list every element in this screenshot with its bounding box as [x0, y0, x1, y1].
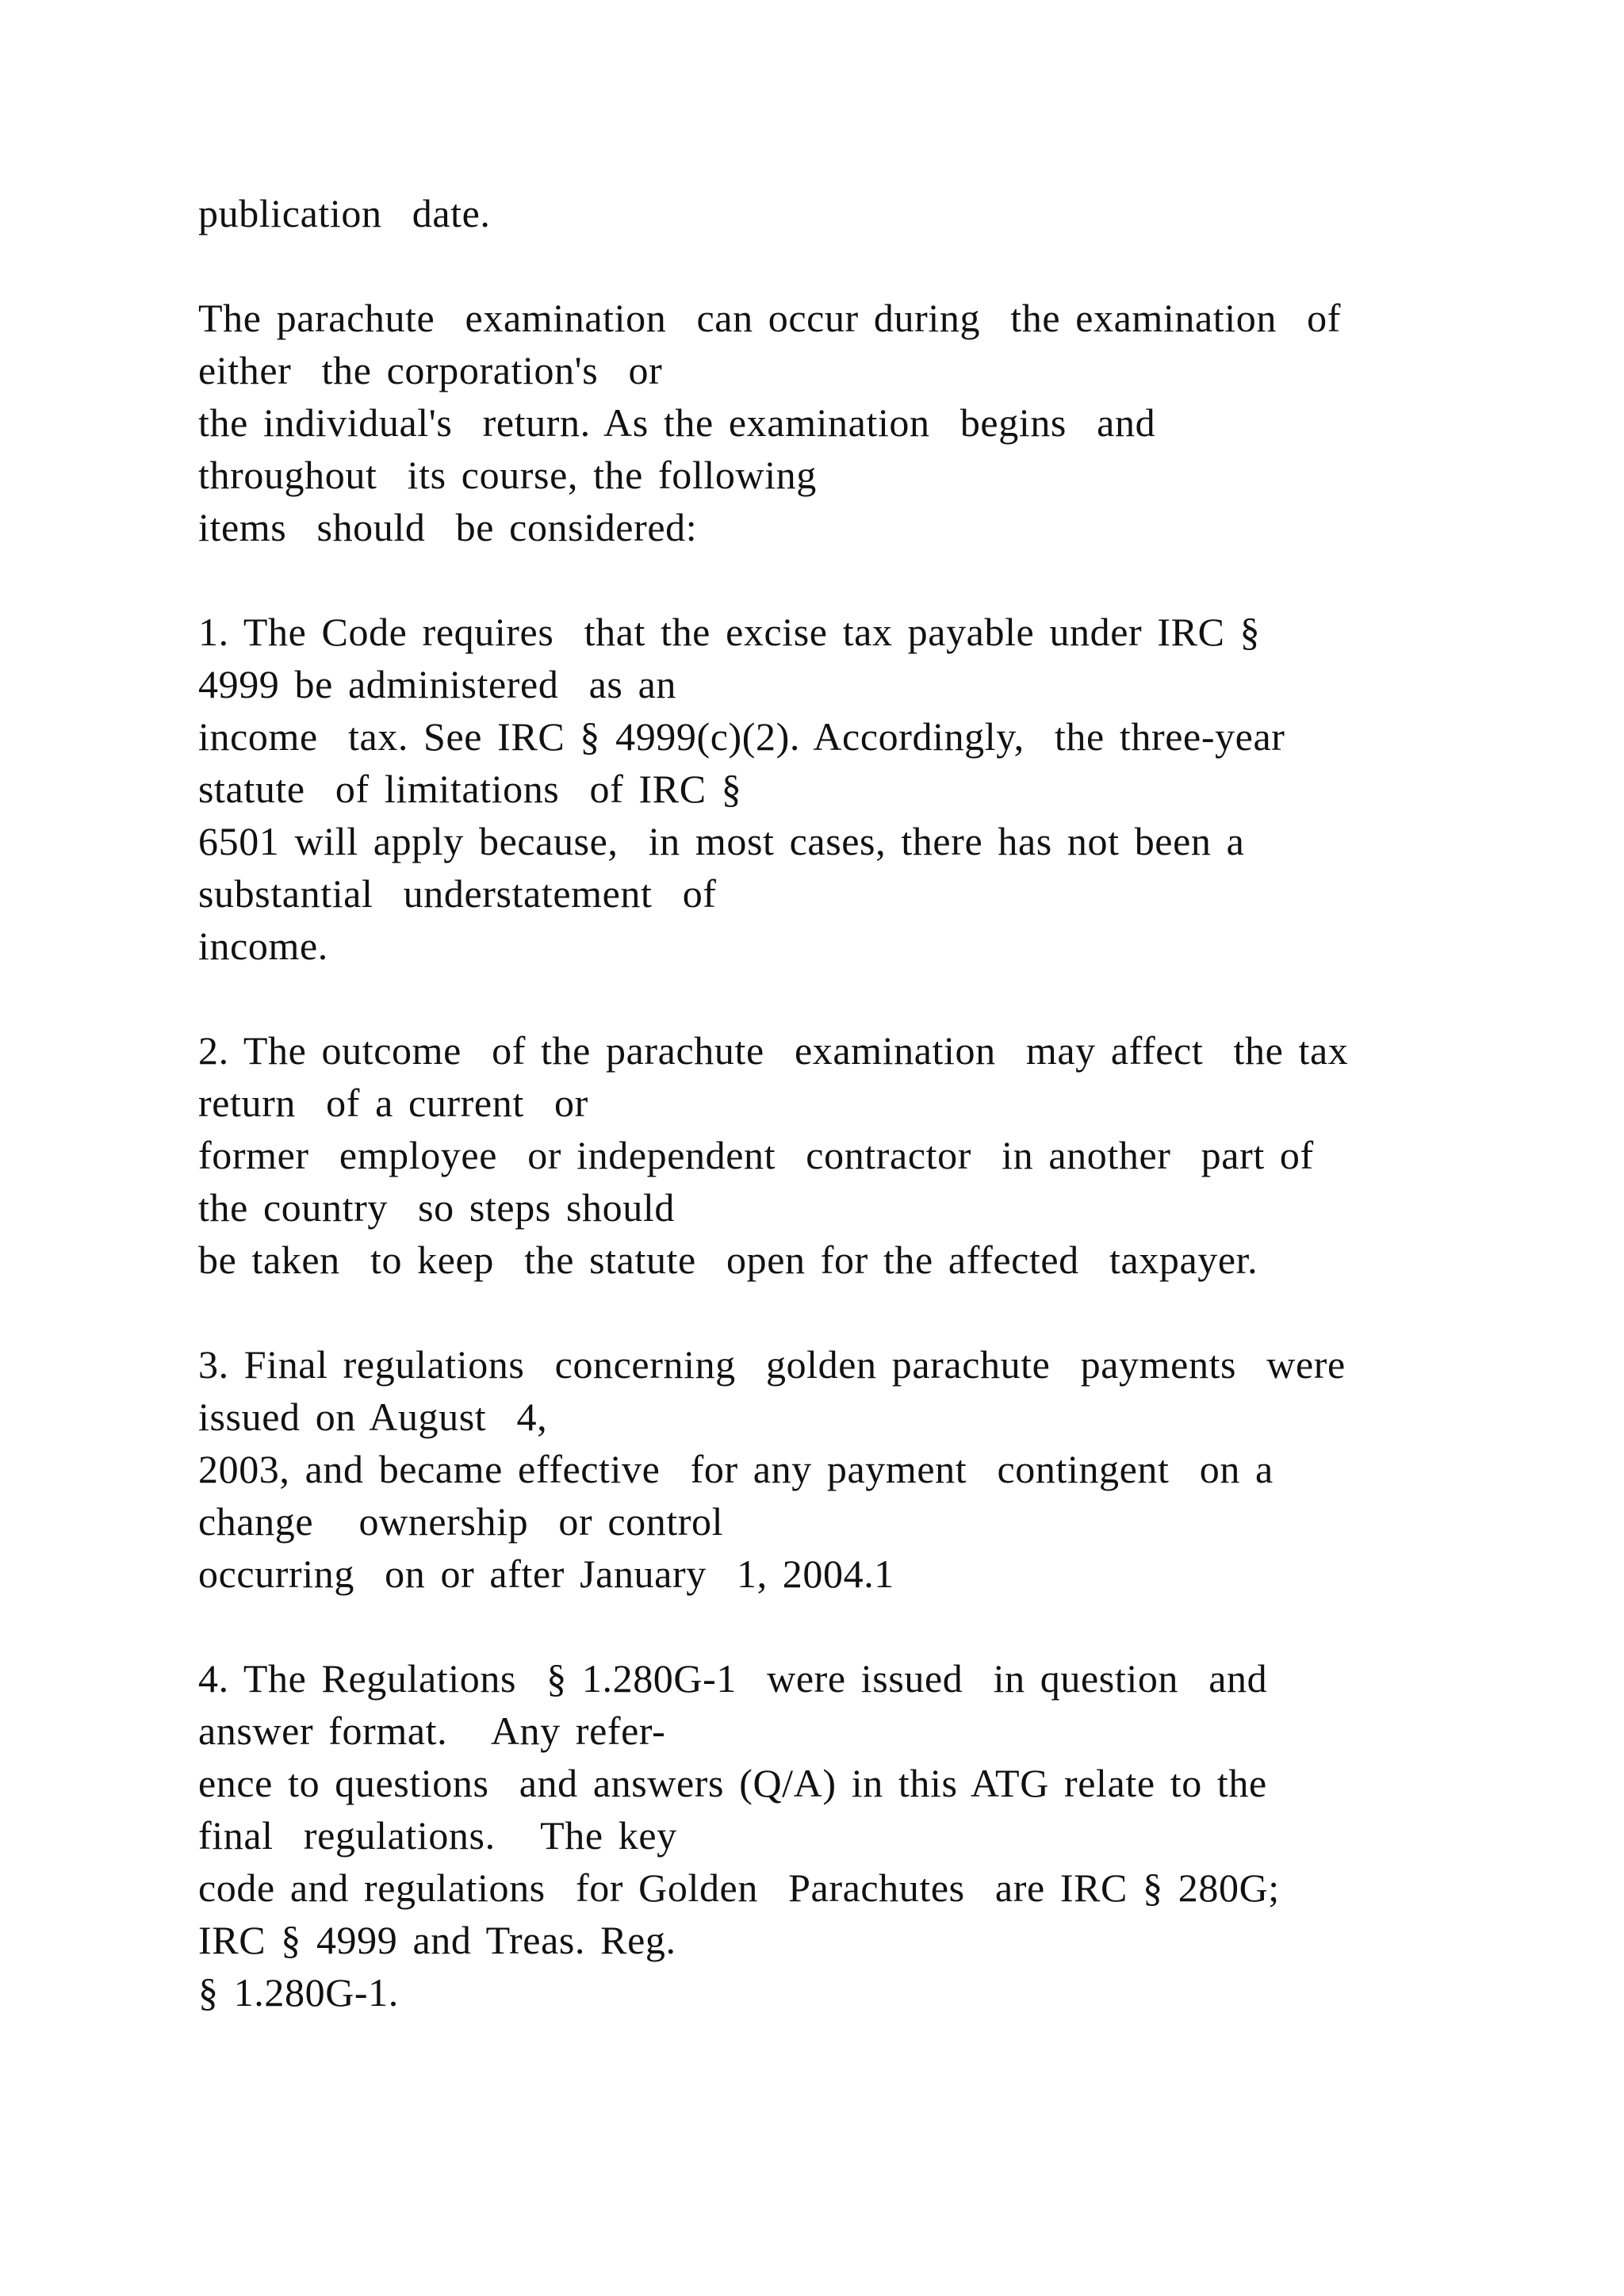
- list-item-4: [198, 1652, 1546, 2019]
- text-line: occurring on or after January 1, 2004.1: [198, 1552, 894, 1596]
- text-line: either the corporation's or: [198, 348, 663, 392]
- list-item-1: [198, 606, 1546, 972]
- text-line: 4999 be administered as an: [198, 662, 676, 706]
- text-line: 4. The Regulations § 1.280G-1 were issued in question and: [198, 1656, 1268, 1701]
- text-line: the country so steps should: [198, 1185, 675, 1230]
- text-line: final regulations. The key: [198, 1813, 677, 1858]
- document-body: [198, 187, 1546, 2019]
- text-line: change ownership or control: [198, 1499, 724, 1544]
- text-line: publication date.: [198, 191, 491, 235]
- text-line: 2003, and became effective for any payment contingent on a: [198, 1447, 1274, 1491]
- text-line: income tax. See IRC § 4999(c)(2). Accordingly, the three-year: [198, 714, 1285, 759]
- text-line: return of a current or: [198, 1081, 588, 1125]
- text-line: code and regulations for Golden Parachutes are IRC § 280G;: [198, 1866, 1280, 1910]
- text-line: ence to questions and answers (Q/A) in this ATG relate to the: [198, 1761, 1267, 1805]
- text-line: § 1.280G-1.: [198, 1970, 399, 2015]
- text-line: the individual's return. As the examination begins and: [198, 400, 1156, 445]
- text-line: answer format. Any refer-: [198, 1709, 666, 1753]
- text-line: 3. Final regulations concerning golden parachute payments were: [198, 1342, 1346, 1387]
- text-line: income.: [198, 924, 328, 968]
- paragraph-intro: [198, 292, 1546, 553]
- text-line: items should be considered:: [198, 505, 698, 549]
- text-line: statute of limitations of IRC §: [198, 767, 742, 811]
- text-line: substantial understatement of: [198, 871, 717, 916]
- text-line: issued on August 4,: [198, 1395, 548, 1439]
- text-line: 6501 will apply because, in most cases, there has not been a: [198, 819, 1245, 863]
- text-line: 2. The outcome of the parachute examination may affect the tax: [198, 1028, 1349, 1073]
- list-item-3: [198, 1338, 1546, 1600]
- text-line: IRC § 4999 and Treas. Reg.: [198, 1918, 676, 1962]
- text-line: 1. The Code requires that the excise tax payable under IRC §: [198, 610, 1261, 654]
- text-line: The parachute examination can occur during the examination of: [198, 296, 1342, 340]
- text-line: former employee or independent contractor in another part of: [198, 1133, 1314, 1177]
- list-item-2: [198, 1024, 1546, 1286]
- text-line: throughout its course, the following: [198, 453, 817, 497]
- paragraph-publication-date: [198, 187, 1546, 239]
- text-line: be taken to keep the statute open for the affected taxpayer.: [198, 1238, 1258, 1282]
